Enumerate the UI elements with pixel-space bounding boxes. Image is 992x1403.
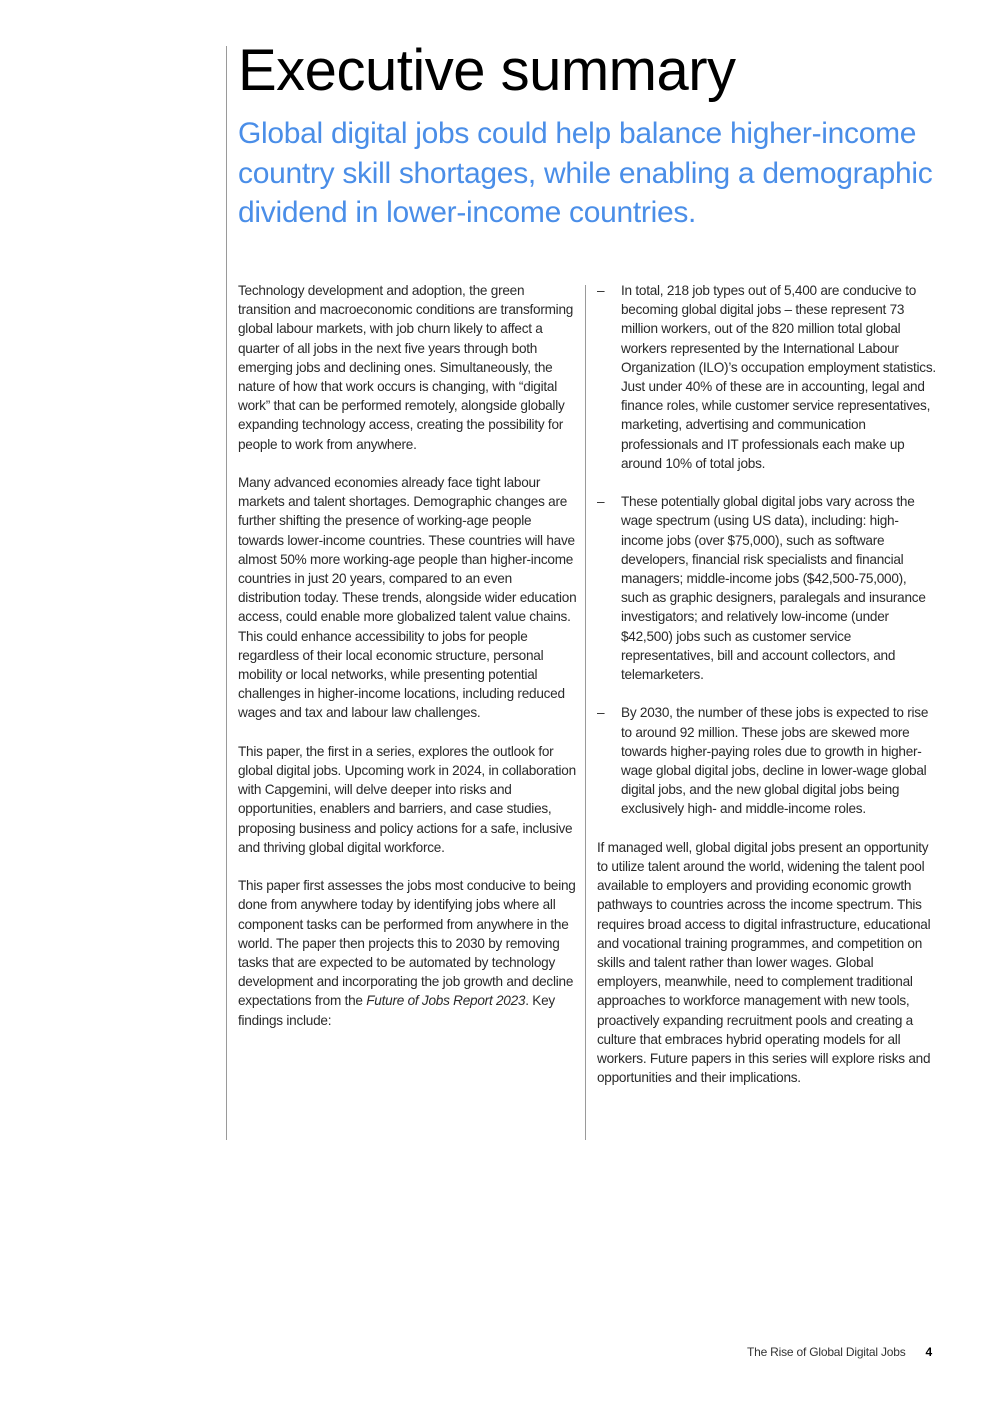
key-finding-bullet: [597, 281, 937, 473]
body-paragraph-key-findings: [238, 876, 578, 1030]
key-finding-bullet: [597, 703, 937, 818]
paragraph-text: . Key findings include:: [238, 993, 555, 1028]
page-footer: [747, 1345, 932, 1359]
key-finding-bullet: [597, 492, 937, 684]
right-column: [597, 281, 937, 1107]
column-divider-rule: [585, 285, 586, 1140]
page-number: 4: [925, 1345, 932, 1359]
page-subtitle: Global digital jobs could help balance higher-income country skill shortages, while enabling a demographic dividend in lower-income countries.: [238, 117, 933, 229]
footer-report-title: The Rise of Global Digital Jobs: [746, 1345, 906, 1359]
dash-marker: –: [597, 494, 605, 510]
report-title-reference: Future of Jobs Report 2023: [366, 993, 526, 1009]
page-title: Executive summary: [238, 38, 736, 103]
dash-marker: –: [597, 283, 605, 298]
closing-paragraph: If managed well, global digital jobs present an opportunity to utilize talent around the world, widening the talent pool available to employers and providing economic growth pathways to countries across the income spectrum. This requires broad access to digital infrastructure, educational and vocational training programmes, and competition on skills and talent rather than lower wages. Global employers, meanwhile, need to complement traditional approaches to workforce management with new tools, proactively expanding recruitment pools and creating a culture that embraces hybrid operating models for all workers. Future papers in this series will explore risks and opportunities and their implications.: [597, 839, 931, 1086]
dash-marker: –: [597, 705, 605, 721]
left-column: [238, 281, 578, 1049]
body-paragraph: Technology development and adoption, the green transition and macroeconomic conditions are transforming global labour markets, with job churn likely to affect a quarter of all jobs in the next five years through both emerging jobs and declining ones. Simultaneously, the nature of how that work occurs is changing, with “digital work” that can be performed remotely, alongside globally expanding technology access, creating the possibility for people to work from anywhere.: [238, 283, 574, 452]
left-margin-rule: [226, 46, 227, 1140]
bullet-text: By 2030, the number of these jobs is expected to rise to around 92 million. These jobs are skewed more towards higher-paying roles due to growth in higher-wage global digital jobs, decline in lower-wage global digital jobs, and the new global digital jobs being exclusively high- and middle-income roles.: [621, 705, 929, 817]
bullet-text: In total, 218 job types out of 5,400 are conducive to becoming global digital jobs – these represent 73 million workers, out of the 820 million total global workers represented by the International Labour Organization (ILO)’s occupation employment statistics. Just under 40% of these are in accounting, legal and finance roles, while customer service representatives, marketing, advertising and communication professionals and IT professionals each make up around 10% of total jobs.: [621, 283, 936, 471]
body-paragraph: Many advanced economies already face tight labour markets and talent shortages. Demographic changes are further shifting the presence of working-age people towards lower-income countries. These countries will have almost 50% more working-age people than higher-income countries in just 20 years, compared to an even distribution today. These trends, alongside wider education access, could enable more globalized talent value chains. This could enhance accessibility to jobs for people regardless of their local economic structure, personal mobility or local networks, while presenting potential challenges in higher-income locations, including reduced wages and tax and labour law challenges.: [238, 475, 577, 721]
bullet-text: These potentially global digital jobs vary across the wage spectrum (using US data), including: high-income jobs (over $75,000), such as software developers, financial risk specialists and financial managers; middle-income jobs ($42,500-75,000), such as graphic designers, paralegals and insurance investigators; and relatively low-income (under $42,500) jobs such as customer service representatives, bill and account collectors, and telemarketers.: [621, 494, 926, 683]
body-paragraph: This paper, the first in a series, explores the outlook for global digital jobs. Upcoming work in 2024, in collaboration with Capgemini, will delve deeper into risks and opportunities, enablers and barriers, and case studies, proposing business and policy actions for a safe, inclusive and thriving global digital workforce.: [238, 743, 576, 855]
paragraph-text: This paper first assesses the jobs most conducive to being done from anywhere today by identifying jobs where all component tasks can be performed from anywhere in the world. The paper then projects this to 2030 by removing tasks that are expected to be automated by technology development and incorporating the job growth and decline expectations from the: [238, 878, 576, 1009]
